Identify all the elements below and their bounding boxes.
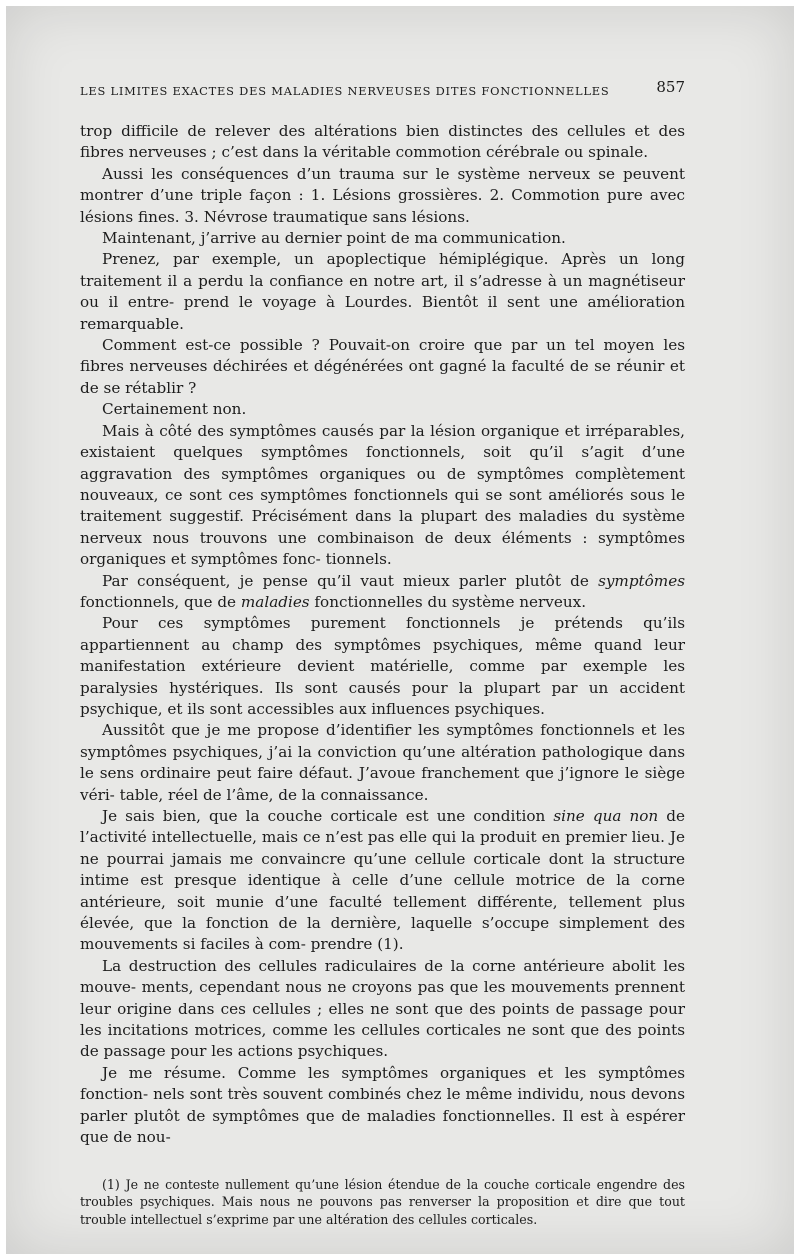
italic-sine-qua-non: sine qua non — [553, 807, 659, 825]
paragraph-apoplectic-example: Prenez, par exemple, un apoplectique hémiplégique. Après un long traitement il a perdu la confiance en notre art, il s’adresse à un magnétiseur ou il entre- prend le voyage à Lourdes. Bientôt il sent une amélioration remarquable. — [80, 250, 685, 333]
paragraph-certainly-not: Certainement non. — [102, 400, 247, 419]
running-head — [80, 78, 685, 100]
running-head-title: LES LIMITES EXACTES DES MALADIES NERVEUSES DITES FONCTIONNELLES — [80, 84, 610, 98]
italic-symptomes: symptômes — [598, 571, 685, 590]
paragraph-identify-symptoms: Aussitôt que je me propose d’identifier les symptômes fonctionnels et les symptômes psychiques, j’ai la conviction qu’une altération pathologique dans le sens ordinaire peut faire défaut. J’avoue franchement que j’ignore le siège véri- table, réel de l’âme, de la connaissance. — [80, 721, 685, 804]
italic-maladies: maladies — [240, 592, 310, 611]
paragraph-functional-symptoms: Mais à côté des symptômes causés par la lésion organique et irréparables, existaient quelques symptômes fonctionnels, soit qu’il s’agit d’une aggravation des symptômes organiques ou de symptômes complètement nouveaux, ce sont ces symptômes fonctionnels qui se sont améliorés sous le traitement suggestif. Précisément dans la plupart des maladies du système nerveux nous trouvons une combinaison de deux éléments : symptômes organiques et symptômes fonc- tionnels. — [80, 421, 685, 569]
paragraph-last-point: Maintenant, j’arrive au dernier point de ma communication. — [102, 229, 566, 248]
text-run: Je sais bien, que la couche corticale est une condition — [102, 807, 554, 825]
text-run: Par conséquent, je pense qu’il vaut mieux parler plutôt de — [102, 571, 599, 590]
paragraph-radicular-cells: La destruction des cellules radiculaires de la corne antérieure abolit les mouve- ments, cependant nous ne croyons pas que les mouvements prennent leur origine dans ces cellules ; elles ne sont que des points de passage pour les incitations motrices, comme les cellules corticales ne sont que des points de passage pour les actions psychiques. — [80, 956, 685, 1061]
paragraph-trauma-consequences: Aussi les conséquences d’un trauma sur le système nerveux se peuvent montrer d’une triple façon : 1. Lésions grossières. 2. Commotion pure avec lésions fines. 3. Névrose traumatique sans lésions. — [80, 164, 685, 226]
text-run: de l’activité intellectuelle, mais ce n’est pas elle qui la produit en premier lieu. Je ne pourrai jamais me convaincre qu’une cellule corticale dont la structure intime est presque identique à celle d’une cellule motrice de la corne antérieure, soit munie d’une faculté tellement différente, tellement plus élevée, que la fonction de la dernière, laquelle s’occupe simplement des mouvements si faciles à com- prendre (1). — [80, 807, 685, 954]
body-text — [80, 121, 685, 1149]
text-run: fonctionnelles du système nerveux. — [309, 592, 587, 611]
text-run: fonctionnels, que de — [80, 592, 241, 611]
paragraph-psychic-field: Pour ces symptômes purement fonctionnels je prétends qu’ils appartiennent au champ des symptômes psychiques, même quand leur manifestation extérieure devient matérielle, comme par exemple les paralysies hystériques. Ils sont causés pour la plupart par un accident psychique, et ils sont accessibles aux influences psychiques. — [80, 614, 685, 718]
paragraph-continued: trop difficile de relever des altérations bien distinctes des cellules et des fibres nerveuses ; c’est dans la véritable commotion cérébrale ou spinale. — [80, 122, 685, 162]
paragraph-cortical-layer — [80, 806, 685, 956]
page-number: 857 — [656, 78, 685, 96]
paragraph-question: Comment est-ce possible ? Pouvait-on croire que par un tel moyen les fibres nerveuses déchirées et dégénérées ont gagné la faculté de se réunir et de se rétablir ? — [80, 336, 685, 397]
footnote-text: (1) Je ne conteste nullement qu’une lésion étendue de la couche corticale engendre des troubles psychiques. Mais nous ne pouvons pas renverser la proposition et dire que tout trouble intellectuel s’exprime par une altération des cellules corticales. — [80, 1176, 685, 1227]
book-page — [80, 78, 685, 1228]
paragraph-consequently — [80, 571, 685, 614]
paragraph-summary: Je me résume. Comme les symptômes organiques et les symptômes fonction- nels sont très souvent combinés chez le même individu, nous devons parler plutôt de symptômes que de maladies fonctionnelles. Il est à espérer que de nou- — [80, 1063, 685, 1147]
footnote — [80, 1176, 685, 1229]
